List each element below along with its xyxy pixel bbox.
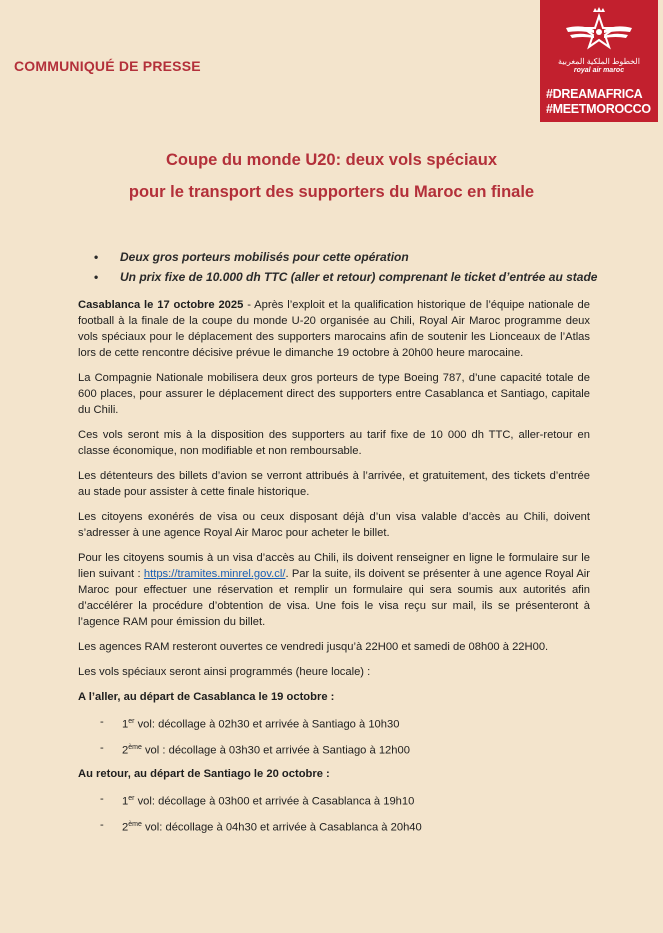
header-label: COMMUNIQUÉ DE PRESSE (14, 58, 201, 74)
paragraph-price: Ces vols seront mis à la disposition des supporters au tarif fixe de 10 000 dh TTC, aller-retour en classe économique, non modifiable et non remboursable. (78, 429, 590, 457)
highlights-list (94, 247, 597, 287)
flight-number: 1 (122, 795, 129, 808)
flight-ordinal: er (128, 795, 135, 802)
paragraph-visa-exempt: Les citoyens exonérés de visa ou ceux disposant déjà d’un visa valable d’accès au Chili, doivent s’adresser à une agence Royal Air Maroc pour acheter le billet. (78, 511, 590, 539)
visa-form-link[interactable]: https://tramites.minrel.gov.cl/ (143, 568, 286, 580)
flight-row: - 2ème vol: décollage à 04h30 et arrivée à Casablanca à 20h40 (100, 819, 422, 834)
bullet-text: Deux gros porteurs mobilisés pour cette opération (120, 250, 409, 264)
royal-air-maroc-logo (540, 0, 658, 122)
visa-text-a: Pour les citoyens soumis à un visa d’accès au Chili, ils doivent renseigner en ligne le formulaire sur le lien suivant : (78, 552, 590, 580)
paragraph-schedule-intro: Les vols spéciaux seront ainsi programmés (heure locale) : (78, 666, 371, 678)
paragraph-visa-required (78, 550, 590, 630)
hashtag-dream-africa: #DREAMAFRICA (546, 87, 643, 101)
flight-number: 1 (122, 718, 129, 731)
flight-ordinal: ème (128, 744, 142, 751)
dateline: Casablanca le 17 octobre 2025 (78, 299, 244, 311)
flight-row: - 1er vol: décollage à 03h00 et arrivée à Casablanca à 19h10 (100, 793, 415, 808)
bullet-icon: • (94, 270, 99, 284)
bullet-icon: • (94, 250, 99, 264)
flight-text: vol: décollage à 03h00 et arrivée à Casablanca à 19h10 (134, 795, 415, 808)
paragraph-tickets: Les détenteurs des billets d’avion se verront attribués à l’arrivée, et gratuitement, des tickets d’entrée au stade pour assister à cette finale historique. (78, 470, 590, 498)
title-line-2: pour le transport des supporters du Maroc en finale (128, 183, 535, 201)
flight-number: 2 (122, 744, 129, 757)
flight-text: vol : décollage à 03h30 et arrivée à Santiago à 12h00 (141, 744, 410, 757)
bullet-text: Un prix fixe de 10.000 dh TTC (aller et retour) comprenant le ticket d’entrée au stade (120, 270, 598, 284)
flight-text: vol: décollage à 04h30 et arrivée à Casablanca à 20h40 (141, 821, 422, 834)
paragraph-aircraft: La Compagnie Nationale mobilisera deux gros porteurs de type Boeing 787, d’une capacité totale de 600 places, pour assurer le déplacement direct des supporters entre Casablanca et Santiago, capitale du Chili. (78, 372, 590, 416)
star-wings-emblem-icon (564, 6, 634, 58)
flight-text: vol: décollage à 02h30 et arrivée à Santiago à 10h30 (134, 718, 400, 731)
flight-row: - 2ème vol : décollage à 03h30 et arrivée à Santiago à 12h00 (100, 742, 410, 757)
flight-ordinal: er (128, 718, 135, 725)
logo-arabic-text: الخطوط الملكية المغربية (558, 57, 640, 66)
flight-row: - 1er vol: décollage à 02h30 et arrivée à Santiago à 10h30 (100, 716, 400, 731)
bullet-item (94, 267, 597, 287)
logo-brand-text: royal air maroc (573, 67, 625, 74)
visa-text-b: . Par la suite, ils doivent se présenter à une agence Royal Air Maroc pour effectuer une réservation et remplir un formulaire qui sera soumis aux autorités afin d’accélérer la procédure d’obtention de visa. Une fois le visa reçu sur mail, ils se présenteront à l’agence RAM pour émission du billet. (78, 568, 591, 628)
intro-text: - Après l’exploit et la qualification historique de l’équipe nationale de football à la finale de la coupe du monde U-20 organisée au Chili, Royal Air Maroc programme deux vols spéciaux pour le déplacement des supporters marocains afin de soutenir les Lionceaux de l’Atlas lors de cette rencontre décisive prévue le dimanche 19 octobre à 20h00 heure marocaine. (78, 299, 590, 359)
return-heading: Au retour, au départ de Santiago le 20 octobre : (78, 768, 330, 780)
flight-ordinal: ème (128, 821, 142, 828)
bullet-item (94, 247, 597, 267)
hashtag-meet-morocco: #MEETMOROCCO (546, 102, 651, 116)
paragraph-agency-hours: Les agences RAM resteront ouvertes ce vendredi jusqu’à 22H00 et samedi de 08h00 à 22H00. (78, 641, 549, 653)
body-text (78, 297, 590, 843)
flight-number: 2 (122, 821, 129, 834)
paragraph-intro (78, 297, 590, 361)
title-line-1: Coupe du monde U20: deux vols spéciaux (166, 151, 497, 169)
outbound-heading: A l’aller, au départ de Casablanca le 19 octobre : (78, 691, 335, 703)
